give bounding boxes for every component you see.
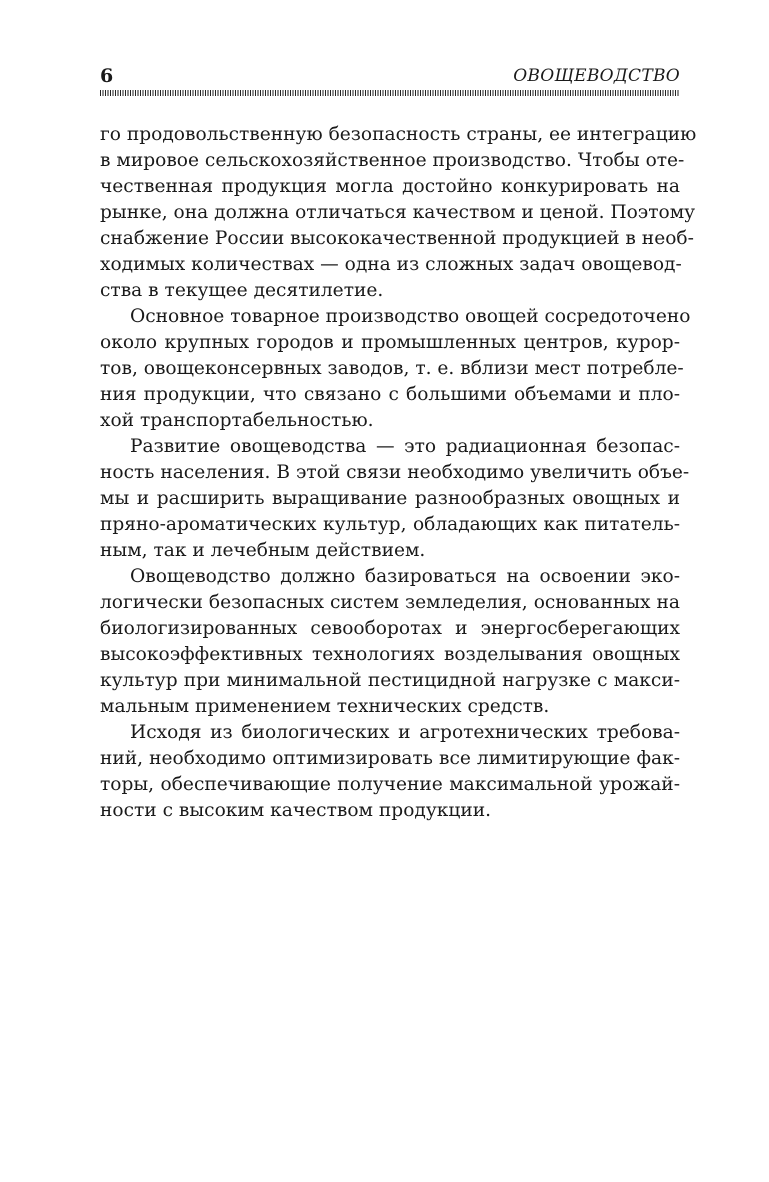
text-line: ходимых количествах — одна из сложных задач овощевод- bbox=[100, 254, 682, 275]
text-line: около крупных городов и промышленных центров, курор- bbox=[100, 332, 680, 353]
page-number: 6 bbox=[100, 65, 114, 87]
text-line: чественная продукция могла достойно конкурировать на bbox=[100, 176, 680, 197]
text-line: Развитие овощеводства — это радиационная безопас- bbox=[130, 436, 680, 457]
text-line: го продовольственную безопасность страны, ее интеграцию bbox=[100, 124, 697, 145]
text-line: логически безопасных систем земледелия, основанных на bbox=[100, 592, 680, 613]
paragraph-4 bbox=[100, 564, 680, 720]
text-line: в мировое сельскохозяйственное производство. Чтобы оте- bbox=[100, 150, 685, 171]
text-line: Исходя из биологических и агротехнических требова- bbox=[130, 722, 680, 743]
text-line: ным, так и лечебным действием. bbox=[100, 540, 426, 561]
paragraph-5 bbox=[100, 720, 680, 824]
text-line: пряно-ароматических культур, обладающих как питатель- bbox=[100, 514, 680, 535]
text-line: ния продукции, что связано с большими объемами и пло- bbox=[100, 384, 680, 405]
paragraph-3 bbox=[100, 434, 690, 564]
text-line: Основное товарное производство овощей сосредоточено bbox=[130, 306, 691, 327]
running-head bbox=[100, 64, 680, 88]
text-line: мы и расширить выращивание разнообразных овощных и bbox=[100, 488, 680, 509]
text-line: рынке, она должна отличаться качеством и ценой. Поэтому bbox=[100, 202, 696, 223]
text-line: высокоэффективных технологиях возделывания овощных bbox=[100, 644, 680, 665]
running-title: ОВОЩЕВОДСТВО bbox=[513, 66, 680, 86]
text-line: ность населения. В этой связи необходимо увеличить объе- bbox=[100, 462, 690, 483]
text-line: ний, необходимо оптимизировать все лимитирующие фак- bbox=[100, 748, 680, 769]
text-line: культур при минимальной пестицидной нагрузке с макси- bbox=[100, 670, 680, 691]
text-line: торы, обеспечивающие получение максимальной урожай- bbox=[100, 774, 680, 795]
text-line: тов, овощеконсервных заводов, т. е. вблизи мест потребле- bbox=[100, 358, 684, 379]
text-line: хой транспортабельностью. bbox=[100, 410, 374, 431]
text-line: мальным применением технических средств. bbox=[100, 696, 550, 717]
text-line: Овощеводство должно базироваться на освоении эко- bbox=[130, 566, 680, 587]
header-divider bbox=[100, 90, 680, 96]
text-line: биологизированных севооборотах и энергосберегающих bbox=[100, 618, 680, 639]
body-text bbox=[100, 122, 697, 824]
paragraph-1 bbox=[100, 122, 697, 304]
text-line: ности с высоким качеством продукции. bbox=[100, 800, 492, 821]
text-line: ства в текущее десятилетие. bbox=[100, 280, 384, 301]
text-line: снабжение России высококачественной продукцией в необ- bbox=[100, 228, 694, 249]
book-page bbox=[100, 64, 697, 824]
paragraph-2 bbox=[100, 304, 691, 434]
